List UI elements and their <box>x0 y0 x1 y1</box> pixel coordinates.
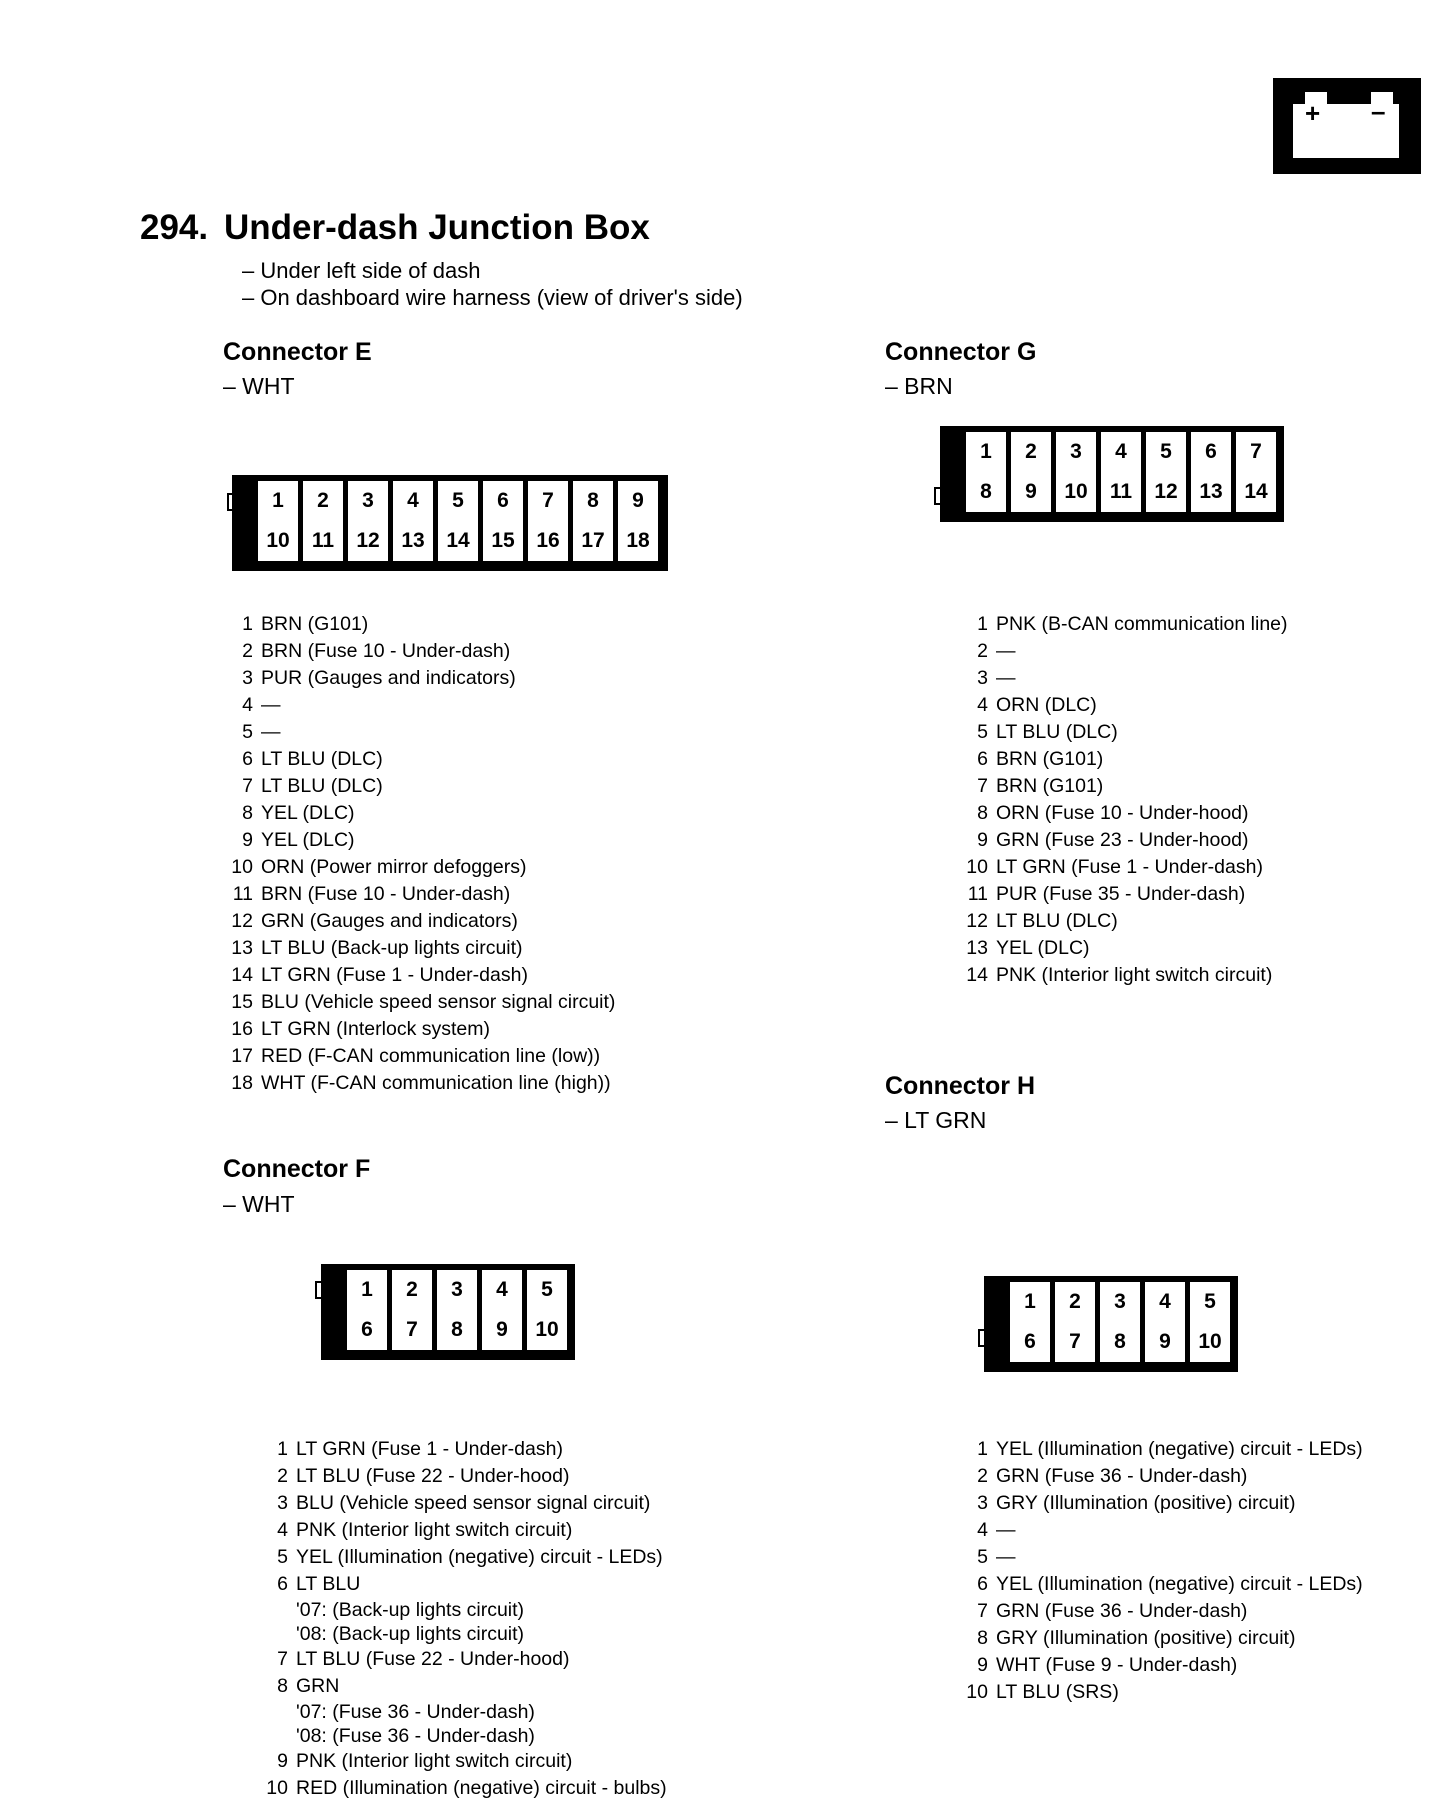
connector-f-pin-cell: 5 <box>527 1270 567 1310</box>
connector-f-pin-cell: 8 <box>437 1310 477 1350</box>
pin-number: 7 <box>977 775 988 797</box>
connector-g-pin-cell: 2 <box>1011 432 1051 472</box>
pin-description: PNK (Interior light switch circuit) <box>296 1750 573 1772</box>
pin-description: GRN <box>296 1675 340 1697</box>
location-note-1: – Under left side of dash <box>242 258 481 283</box>
connector-e-pin-cell: 8 <box>573 481 613 521</box>
pin-description: YEL (DLC) <box>261 802 355 824</box>
pin-number: 13 <box>231 937 253 959</box>
pin-list-item <box>225 881 615 908</box>
pin-list-item <box>260 1463 667 1490</box>
pin-number: 12 <box>966 910 988 932</box>
pin-number: 16 <box>231 1018 253 1040</box>
pin-number: 1 <box>277 1438 288 1460</box>
pin-sub-description: '07: (Fuse 36 - Under-dash) <box>296 1701 535 1723</box>
pin-list-item <box>225 692 615 719</box>
connector-g-pin-cell: 10 <box>1056 472 1096 512</box>
connector-g-pin-cell: 11 <box>1101 472 1141 512</box>
pin-number: 17 <box>231 1045 253 1067</box>
pin-number: 5 <box>242 721 253 743</box>
pin-number: 1 <box>977 613 988 635</box>
pin-number: 8 <box>242 802 253 824</box>
pin-number: 10 <box>266 1777 288 1799</box>
pin-number: 5 <box>977 1546 988 1568</box>
connector-e-title: Connector E <box>223 338 372 366</box>
connector-h-pin-cell: 10 <box>1190 1322 1230 1362</box>
pin-list-item <box>960 719 1288 746</box>
connector-g-pin-cell: 3 <box>1056 432 1096 472</box>
pin-number: 7 <box>277 1648 288 1670</box>
pin-list-item <box>225 1070 615 1097</box>
pin-number: 14 <box>966 964 988 986</box>
pin-description: PNK (Interior light switch circuit) <box>296 1519 573 1541</box>
pin-number: 8 <box>277 1675 288 1697</box>
connector-f-pin-list <box>260 1436 667 1802</box>
connector-e-pin-cell: 10 <box>258 521 298 561</box>
pin-list-item <box>225 665 615 692</box>
connector-h-pin-cell: 4 <box>1145 1282 1185 1322</box>
pin-description: ORN (Power mirror defoggers) <box>261 856 527 878</box>
pin-list-item <box>225 638 615 665</box>
connector-g-pin-list <box>960 611 1288 989</box>
pin-list-item <box>960 1679 1363 1706</box>
connector-e-pin-cell: 9 <box>618 481 658 521</box>
pin-description: LT BLU (Fuse 22 - Under-hood) <box>296 1465 570 1487</box>
pin-list-item <box>960 611 1288 638</box>
pin-number: 6 <box>977 1573 988 1595</box>
connector-f-pin-cell: 4 <box>482 1270 522 1310</box>
pin-list-item <box>225 773 615 800</box>
pin-number: 13 <box>966 937 988 959</box>
pin-number: 3 <box>977 1492 988 1514</box>
connector-e-pin-cell: 2 <box>303 481 343 521</box>
pin-number: 6 <box>977 748 988 770</box>
pin-list-item <box>960 962 1288 989</box>
connector-h-pin-list <box>960 1436 1363 1706</box>
pin-number: 15 <box>231 991 253 1013</box>
connector-g-color: – BRN <box>885 373 953 399</box>
connector-g-pin-cell: 4 <box>1101 432 1141 472</box>
pin-description: WHT (F-CAN communication line (high)) <box>261 1072 611 1094</box>
pin-number: 3 <box>277 1492 288 1514</box>
pin-number: 11 <box>967 883 988 905</box>
pin-description: — <box>996 640 1016 662</box>
pin-description: LT BLU (DLC) <box>996 910 1118 932</box>
pin-number: 3 <box>977 667 988 689</box>
pin-list-item <box>960 1598 1363 1625</box>
pin-list-item <box>960 1571 1363 1598</box>
pin-description: — <box>261 721 281 743</box>
connector-f-pin-cell: 3 <box>437 1270 477 1310</box>
pin-sub-description: '08: (Back-up lights circuit) <box>296 1623 525 1645</box>
connector-e-pin-cell: 14 <box>438 521 478 561</box>
connector-g-pin-cell: 14 <box>1236 472 1276 512</box>
pin-description: WHT (Fuse 9 - Under-dash) <box>996 1654 1238 1676</box>
pin-description: RED (F-CAN communication line (low)) <box>261 1045 601 1067</box>
pin-list-item <box>960 1517 1363 1544</box>
pin-description: GRY (Illumination (positive) circuit) <box>996 1492 1296 1514</box>
pin-number: 2 <box>242 640 253 662</box>
pin-list-item <box>260 1436 667 1463</box>
pin-description: PUR (Gauges and indicators) <box>261 667 516 689</box>
connector-h-pin-cell: 2 <box>1055 1282 1095 1322</box>
connector-g-pin-cell: 8 <box>966 472 1006 512</box>
pin-description: YEL (DLC) <box>261 829 355 851</box>
pin-list-item <box>960 1544 1363 1571</box>
connector-e-pin-cell: 17 <box>573 521 613 561</box>
pin-list-item <box>960 935 1288 962</box>
pin-list-item <box>225 800 615 827</box>
pin-number: 9 <box>977 1654 988 1676</box>
pin-description: — <box>996 1546 1016 1568</box>
connector-g-diagram <box>940 426 1284 522</box>
pin-description: BRN (Fuse 10 - Under-dash) <box>261 883 511 905</box>
pin-description: LT GRN (Fuse 1 - Under-dash) <box>996 856 1263 878</box>
pin-list-item <box>960 800 1288 827</box>
connector-g-pin-cell: 12 <box>1146 472 1186 512</box>
connector-h-pin-cell: 1 <box>1010 1282 1050 1322</box>
pin-number: 5 <box>277 1546 288 1568</box>
connector-f-title: Connector F <box>223 1155 371 1183</box>
pin-description: LT GRN (Fuse 1 - Under-dash) <box>296 1438 563 1460</box>
battery-plus-sign: + <box>1305 98 1321 128</box>
pin-list-item <box>960 692 1288 719</box>
pin-list-item <box>225 908 615 935</box>
pin-list-item <box>260 1775 667 1802</box>
pin-description: BLU (Vehicle speed sensor signal circuit) <box>296 1492 651 1514</box>
pin-number: 8 <box>977 1627 988 1649</box>
pin-description: BRN (G101) <box>261 613 369 635</box>
pin-number: 9 <box>242 829 253 851</box>
connector-e-pin-cell: 5 <box>438 481 478 521</box>
pin-description: GRN (Fuse 36 - Under-dash) <box>996 1600 1248 1622</box>
connector-e-pin-cell: 16 <box>528 521 568 561</box>
pin-number: 18 <box>231 1072 253 1094</box>
pin-description: RED (Illumination (negative) circuit - bulbs) <box>296 1777 667 1799</box>
connector-h-pin-cell: 8 <box>1100 1322 1140 1362</box>
pin-list-item <box>960 827 1288 854</box>
pin-number: 2 <box>977 1465 988 1487</box>
pin-description: GRN (Fuse 23 - Under-hood) <box>996 829 1249 851</box>
pin-number: 12 <box>231 910 253 932</box>
pin-list-item <box>260 1646 667 1673</box>
connector-f-pin-cell: 6 <box>347 1310 387 1350</box>
pin-number: 10 <box>966 856 988 878</box>
connector-e-pin-list <box>225 611 615 1097</box>
connector-h-pin-cell: 6 <box>1010 1322 1050 1362</box>
pin-number: 4 <box>242 694 253 716</box>
pin-number: 14 <box>231 964 253 986</box>
connector-e-pin-cell: 7 <box>528 481 568 521</box>
pin-description: LT BLU (DLC) <box>996 721 1118 743</box>
pin-description: ORN (DLC) <box>996 694 1097 716</box>
pin-list-item <box>260 1490 667 1517</box>
pin-description: BRN (G101) <box>996 775 1104 797</box>
connector-h-diagram <box>984 1276 1238 1372</box>
pin-list-item <box>960 1625 1363 1652</box>
pin-list-item <box>260 1517 667 1544</box>
pin-list-item <box>225 962 615 989</box>
connector-f-pin-cell: 1 <box>347 1270 387 1310</box>
pin-description: BLU (Vehicle speed sensor signal circuit) <box>261 991 616 1013</box>
pin-description: LT BLU (DLC) <box>261 748 383 770</box>
pin-description: — <box>261 694 281 716</box>
connector-g-pin-cell: 5 <box>1146 432 1186 472</box>
connector-g-title: Connector G <box>885 338 1037 366</box>
pin-number: 10 <box>231 856 253 878</box>
pin-number: 3 <box>242 667 253 689</box>
connector-e-diagram <box>232 475 668 571</box>
battery-body <box>1293 96 1399 158</box>
pin-list-item <box>960 1490 1363 1517</box>
pin-list-item <box>960 854 1288 881</box>
pin-description: YEL (Illumination (negative) circuit - LEDs) <box>996 1438 1363 1460</box>
connector-f-pin-cell: 7 <box>392 1310 432 1350</box>
pin-list-item <box>960 881 1288 908</box>
connector-g-pin-cell: 7 <box>1236 432 1276 472</box>
connector-e-pin-cell: 11 <box>303 521 343 561</box>
pin-number: 7 <box>977 1600 988 1622</box>
pin-sub-description: '08: (Fuse 36 - Under-dash) <box>296 1725 535 1747</box>
pin-list-item <box>260 1571 667 1598</box>
location-note-2: – On dashboard wire harness (view of driver's side) <box>242 285 743 310</box>
pin-description: LT BLU (Back-up lights circuit) <box>261 937 523 959</box>
pin-number: 6 <box>277 1573 288 1595</box>
pin-list-item <box>960 665 1288 692</box>
pin-number: 2 <box>277 1465 288 1487</box>
pin-number: 6 <box>242 748 253 770</box>
connector-e-pin-cell: 6 <box>483 481 523 521</box>
connector-f-pin-cell: 2 <box>392 1270 432 1310</box>
pin-list-item <box>225 989 615 1016</box>
pin-list-item <box>960 908 1288 935</box>
connector-e-pin-cell: 15 <box>483 521 523 561</box>
pin-description: LT BLU (SRS) <box>996 1681 1119 1703</box>
pin-description: YEL (DLC) <box>996 937 1090 959</box>
pin-number: 11 <box>232 883 253 905</box>
connector-f-diagram <box>321 1264 575 1360</box>
pin-description: — <box>996 667 1016 689</box>
pin-list-item <box>225 719 615 746</box>
pin-list-item <box>225 854 615 881</box>
pin-description: LT BLU (Fuse 22 - Under-hood) <box>296 1648 570 1670</box>
battery-icon <box>1273 78 1421 174</box>
pin-list-item <box>960 746 1288 773</box>
pin-sub-description: '07: (Back-up lights circuit) <box>296 1599 525 1621</box>
pin-description: — <box>996 1519 1016 1541</box>
connector-e-pin-cell: 4 <box>393 481 433 521</box>
pin-description: LT GRN (Fuse 1 - Under-dash) <box>261 964 528 986</box>
pin-list-item <box>225 935 615 962</box>
connector-g-pin-cell: 13 <box>1191 472 1231 512</box>
pin-description: GRN (Fuse 36 - Under-dash) <box>996 1465 1248 1487</box>
section-number: 294. <box>140 208 209 247</box>
pin-number: 7 <box>242 775 253 797</box>
pin-number: 8 <box>977 802 988 824</box>
pin-list-item <box>960 638 1288 665</box>
connector-g-pin-cell: 1 <box>966 432 1006 472</box>
connector-e-pin-cell: 13 <box>393 521 433 561</box>
pin-list-item <box>960 1436 1363 1463</box>
pin-number: 1 <box>242 613 253 635</box>
connector-f-pin-cell: 10 <box>527 1310 567 1350</box>
connector-h-pin-cell: 5 <box>1190 1282 1230 1322</box>
connector-e-pin-cell: 12 <box>348 521 388 561</box>
connector-h-color: – LT GRN <box>885 1107 987 1133</box>
pin-list-item <box>260 1748 667 1775</box>
pin-list-item <box>225 1043 615 1070</box>
pin-description: PNK (Interior light switch circuit) <box>996 964 1273 986</box>
connector-h-pin-cell: 7 <box>1055 1322 1095 1362</box>
connector-g-pin-cell: 6 <box>1191 432 1231 472</box>
pin-list-item <box>960 1652 1363 1679</box>
pin-description: YEL (Illumination (negative) circuit - LEDs) <box>996 1573 1363 1595</box>
pin-description: GRY (Illumination (positive) circuit) <box>996 1627 1296 1649</box>
connector-e-color: – WHT <box>223 373 295 399</box>
pin-list-item <box>225 1016 615 1043</box>
pin-list-item <box>225 611 615 638</box>
pin-list-item <box>260 1673 667 1700</box>
pin-description: PUR (Fuse 35 - Under-dash) <box>996 883 1246 905</box>
pin-number: 9 <box>277 1750 288 1772</box>
pin-number: 2 <box>977 640 988 662</box>
connector-f-color: – WHT <box>223 1191 295 1217</box>
pin-number: 4 <box>977 1519 988 1541</box>
connector-g-pin-cell: 9 <box>1011 472 1051 512</box>
pin-number: 10 <box>966 1681 988 1703</box>
pin-description: ORN (Fuse 10 - Under-hood) <box>996 802 1249 824</box>
connector-e-pin-cell: 1 <box>258 481 298 521</box>
pin-description: PNK (B-CAN communication line) <box>996 613 1288 635</box>
pin-list-item <box>260 1544 667 1571</box>
pin-description: BRN (G101) <box>996 748 1104 770</box>
pin-description: BRN (Fuse 10 - Under-dash) <box>261 640 511 662</box>
connector-e-pin-cell: 3 <box>348 481 388 521</box>
connector-h-title: Connector H <box>885 1072 1035 1100</box>
pin-number: 4 <box>977 694 988 716</box>
pin-description: GRN (Gauges and indicators) <box>261 910 518 932</box>
pin-number: 5 <box>977 721 988 743</box>
pin-description: YEL (Illumination (negative) circuit - LEDs) <box>296 1546 663 1568</box>
page-title: Under-dash Junction Box <box>224 208 650 247</box>
pin-list-item <box>225 827 615 854</box>
pin-list-item <box>225 746 615 773</box>
connector-e-pin-cell: 18 <box>618 521 658 561</box>
pin-description: LT BLU (DLC) <box>261 775 383 797</box>
pin-number: 1 <box>977 1438 988 1460</box>
pin-description: LT BLU <box>296 1573 361 1595</box>
pin-description: LT GRN (Interlock system) <box>261 1018 490 1040</box>
battery-minus-sign: – <box>1371 96 1386 126</box>
pin-number: 9 <box>977 829 988 851</box>
connector-h-pin-cell: 3 <box>1100 1282 1140 1322</box>
pin-list-item <box>960 1463 1363 1490</box>
connector-f-pin-cell: 9 <box>482 1310 522 1350</box>
pin-number: 4 <box>277 1519 288 1541</box>
pin-list-item <box>960 773 1288 800</box>
connector-h-pin-cell: 9 <box>1145 1322 1185 1362</box>
